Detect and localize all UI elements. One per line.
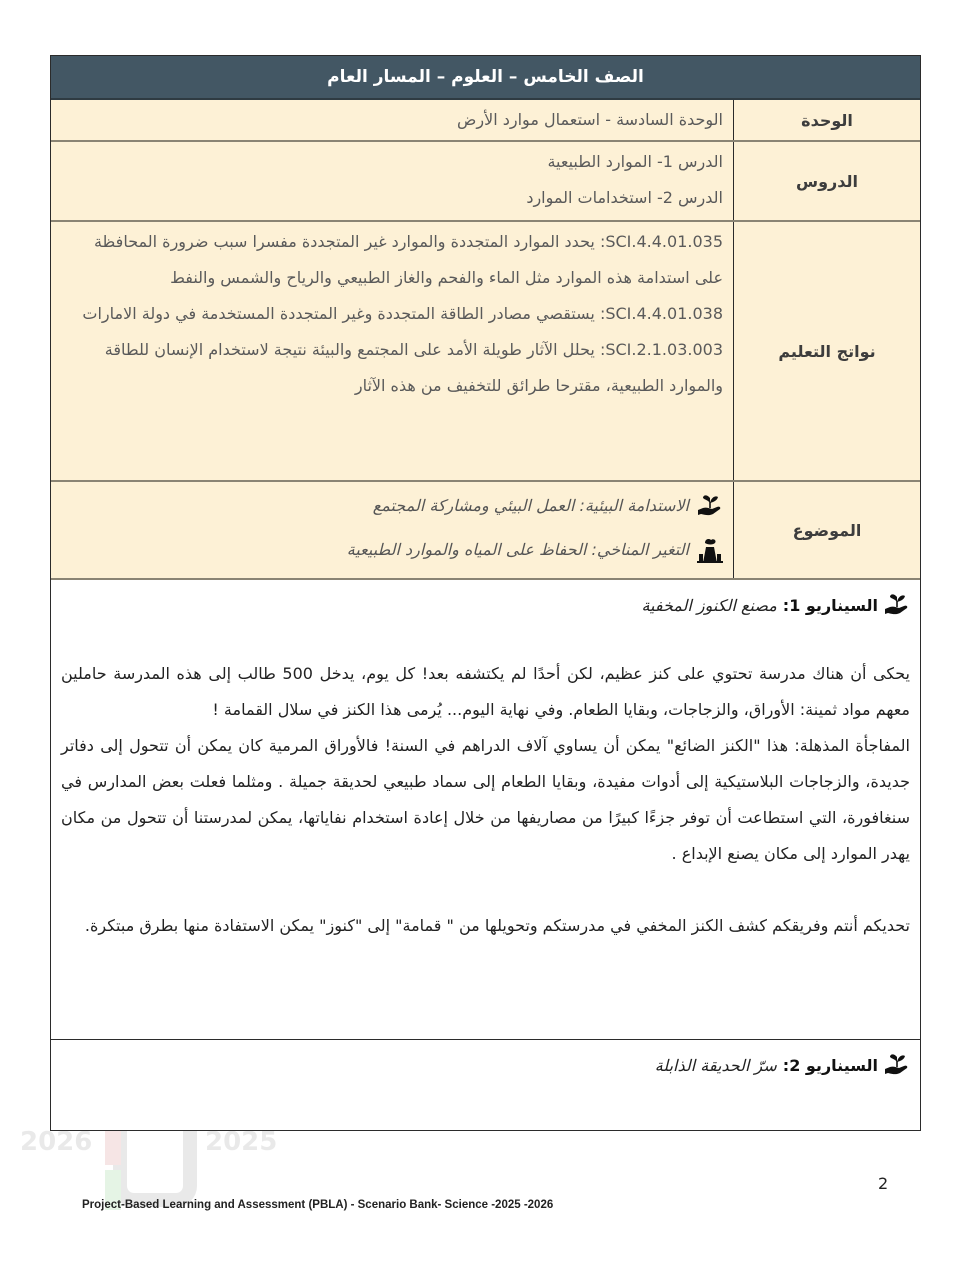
lessons-label: الدروس: [733, 142, 920, 220]
outcome-code: SCI.2.1.03.003: [605, 340, 723, 359]
learning-outcomes-label: نواتج التعليم: [733, 222, 920, 480]
scenario-2-section: [51, 1040, 920, 1130]
table-title: الصف الخامس – العلوم – المسار العام: [51, 56, 920, 100]
plant-in-hand-icon: [884, 593, 910, 617]
scenario-paragraph: تحديكم أنتم وفريقكم كشف الكنز المخفي في مدرستكم وتحويلها من " قمامة" إلى "كنوز" يمكن الاستفادة منها بطرق مبتكرة.: [84, 916, 910, 935]
scenario-paragraph: يحكى أن هناك مدرسة تحتوي على كنز عظيم، لكن أحدًا لم يكتشفه بعد! كل يوم، يدخل 500 طالب إلى هذه المدرسة حاملين معهم مواد ثمينة: الأوراق، والزجاجات، وبقايا الطعام. وفي نهاية اليوم... يُرمى هذا الكنز في سلال القمامة !: [61, 664, 910, 719]
svg-text:2025: 2025: [205, 1127, 278, 1157]
scenario-1-section: [51, 580, 920, 1040]
topic-label: الموضوع: [733, 482, 920, 578]
topic-item: [63, 528, 723, 572]
scenario-paragraph: المفاجأة المذهلة: هذا "الكنز الضائع" يمكن أن يساوي آلاف الدراهم في السنة! فالأوراق المرمية كان يمكن أن تتحول إلى دفاتر جديدة، والزجاجات البلاستيكية إلى أدوات مفيدة، وبقايا الطعام إلى سماد طبيعي لحديقة جميلة . ومثلما فعلت بعض المدارس في سنغافورة، التي استطاعت أن توفر جزءًا كبيرًا من مصاريفها من خلال إعادة استخدام نفاياتها، يمكن لمدرستنا أن تتحول من مكان يهدر الموارد إلى مكان يصنع الإبداع .: [61, 736, 910, 863]
scenario-1-title: مصنع الكنوز المخفية: [641, 595, 777, 615]
outcome-text: : يحدد الموارد المتجددة والموارد غير المتجددة مفسرا سبب ضرورة المحافظة على استدامة هذه الموارد مثل الماء والفحم والغاز الطبيعي والرياح والشمس والنفط: [93, 232, 723, 287]
plant-in-hand-icon: [697, 494, 723, 518]
topic-text: التغير المناخي: الحفاظ على المياه والموارد الطبيعية: [346, 540, 689, 559]
scenario-1-label: السيناريو 1:: [782, 595, 878, 615]
scenario-2-heading: [61, 1050, 910, 1080]
unit-value: الوحدة السادسة - استعمال موارد الأرض: [457, 110, 723, 129]
topic-item: [63, 484, 723, 528]
scenario-2-label: السيناريو 2:: [782, 1055, 878, 1075]
topic-row: [51, 482, 920, 580]
lesson-item: الدرس 1- الموارد الطبيعية: [547, 152, 723, 171]
outcome-code: SCI.4.4.01.035: [605, 232, 723, 251]
learning-outcomes-row: [51, 222, 920, 482]
plant-in-hand-icon: [884, 1053, 910, 1077]
outcome-text: : يستقصي مصادر الطاقة المتجددة وغير المتجددة المستخدمة في دولة الامارات: [82, 304, 606, 323]
footer-text: Project-Based Learning and Assessment (PBLA) - Scenario Bank- Science -2025 -2026: [82, 1199, 554, 1211]
page-number: 2: [878, 1174, 889, 1193]
lessons-list: [51, 142, 733, 220]
scenario-1-heading: [61, 590, 910, 620]
learning-outcomes-list: [51, 222, 733, 480]
outcome-item: [63, 332, 723, 404]
lessons-row: [51, 142, 920, 222]
outcome-code: SCI.4.4.01.038: [605, 304, 723, 323]
lesson-item: الدرس 2- استخدامات الموارد: [526, 188, 723, 207]
course-info-table: [50, 55, 921, 1131]
outcome-item: [63, 296, 723, 332]
scenario-2-title: سرّ الحديقة الذابلة: [654, 1055, 777, 1075]
outcome-item: [63, 224, 723, 296]
unit-label: الوحدة: [733, 100, 920, 140]
unit-row: [51, 100, 920, 142]
outcome-text: : يحلل الآثار طويلة الأمد على المجتمع والبيئة نتيجة لاستخدام الإنسان للطاقة والموارد الطبيعية، مقترحا طرائق للتخفيف من هذه الآثار: [104, 340, 723, 395]
svg-text:2026: 2026: [20, 1127, 93, 1157]
factory-pollution-icon: [697, 537, 723, 563]
scenario-1-body: [61, 656, 910, 944]
topic-list: [51, 482, 733, 578]
topic-text: الاستدامة البيئية: العمل البيئي ومشاركة المجتمع: [372, 496, 689, 515]
